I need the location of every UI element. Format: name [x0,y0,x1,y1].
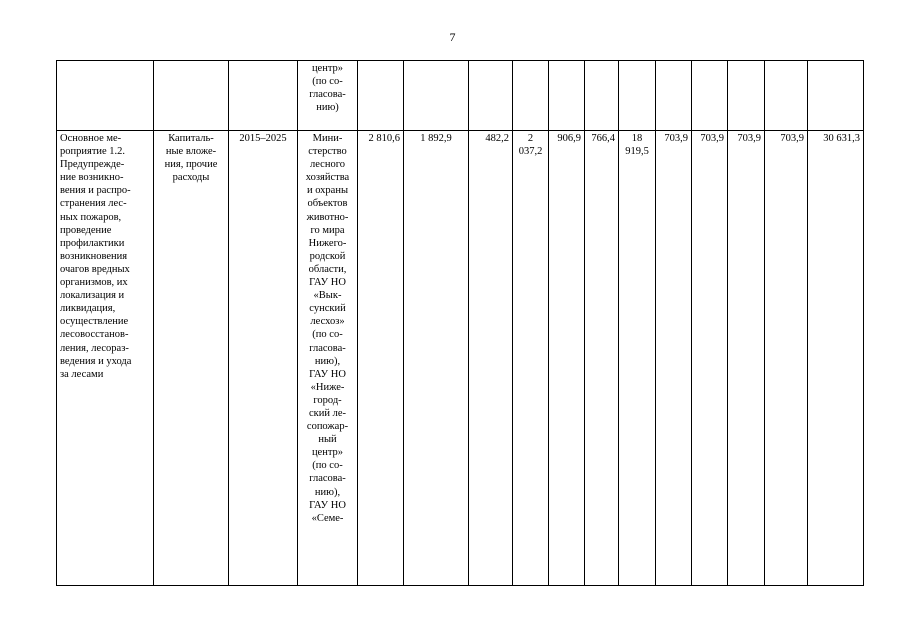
value-cell: 18 919,5 [619,131,656,586]
executor-cell: центр» (по со- гласова- нию) [298,61,358,131]
value-cell: 703,9 [765,131,808,586]
executor-cell: Мини- стерство лесного хозяйства и охраны объектов животно- го мира Нижего- родской области, ГАУ НО «Вык- сунский лесхоз» (по со- гласова- нию), ГАУ НО «Ниже- город- ский ле- сопожар- ный центр» (по со- гласова- нию), ГАУ НО «Семе- [298,131,358,586]
period-cell [229,61,298,131]
table-row [57,61,864,131]
value-cell: 703,9 [656,131,692,586]
value-cell [549,61,585,131]
expense-type-cell: Капиталь- ные вложе- ния, прочие расходы [154,131,229,586]
program-table [56,60,864,586]
value-cell: 482,2 [469,131,513,586]
value-cell [656,61,692,131]
value-cell: 30 631,3 [808,131,864,586]
value-cell [692,61,728,131]
value-cell: 703,9 [728,131,765,586]
activity-cell: Основное ме- роприятие 1.2. Предупрежде- ние возникно- вения и распро- странения лес- ных пожаров, проведение профилактики возникновения очагов вредных организмов, их локализация и ликвидация, осуществление лесовосстанов- ления, лесораз- ведения и ухода за лесами [57,131,154,586]
value-cell: 2 810,6 [358,131,404,586]
period-cell: 2015–2025 [229,131,298,586]
value-cell: 906,9 [549,131,585,586]
page-number: 7 [449,30,456,44]
value-cell [728,61,765,131]
value-cell: 766,4 [585,131,619,586]
value-cell: 703,9 [692,131,728,586]
value-cell [469,61,513,131]
table-row [57,131,864,586]
expense-type-cell [154,61,229,131]
value-cell [513,61,549,131]
value-cell: 1 892,9 [404,131,469,586]
activity-cell [57,61,154,131]
value-cell: 2 037,2 [513,131,549,586]
value-cell [619,61,656,131]
value-cell [585,61,619,131]
value-cell [404,61,469,131]
value-cell [808,61,864,131]
value-cell [765,61,808,131]
value-cell [358,61,404,131]
